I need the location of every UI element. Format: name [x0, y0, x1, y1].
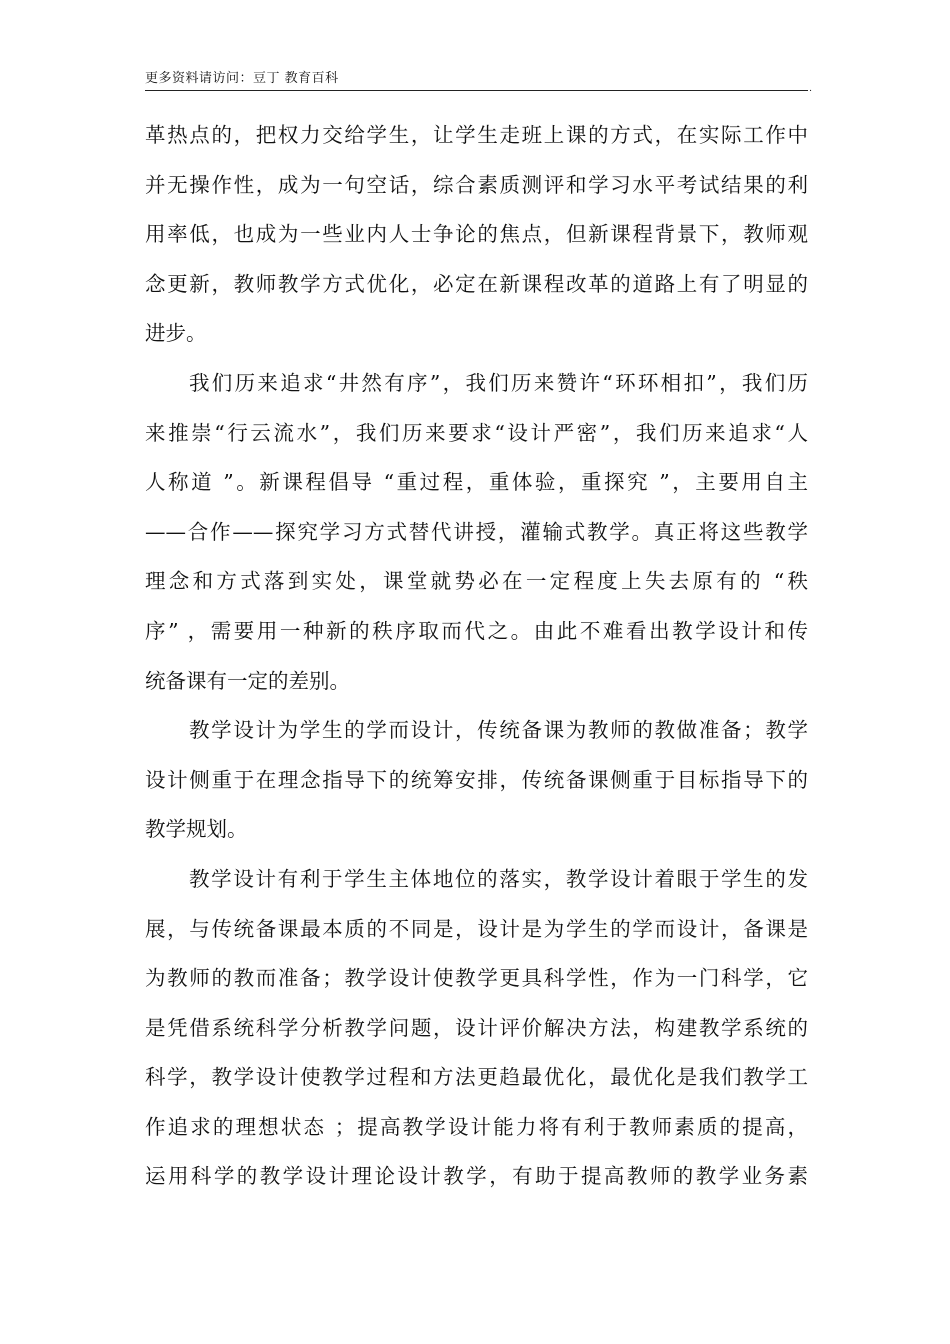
text-line: 念更新，教师教学方式优化，必定在新课程改革的道路上有了明显的	[145, 271, 808, 296]
text-line: 革热点的，把权力交给学生，让学生走班上课的方式，在实际工作中	[145, 123, 808, 147]
text-line: 我们历来追求“井然有序”，我们历来赞许“环环相扣”，我们历	[189, 370, 808, 395]
text-line: 进步。	[145, 321, 207, 346]
text-line: 并无操作性，成为一句空话，综合素质测评和学习水平考试结果的利	[145, 172, 808, 197]
text-line: 科学，教学设计使教学过程和方法更趋最优化，最优化是我们教学工	[145, 1065, 808, 1090]
text-line: 运用科学的教学设计理论设计教学，有助于提高教师的教学业务素	[145, 1164, 808, 1189]
page-header	[145, 70, 812, 94]
text-line: 设计侧重于在理念指导下的统筹安排，传统备课侧重于目标指导下的	[145, 767, 808, 792]
text-line: ——合作——探究学习方式替代讲授，灌输式教学。真正将这些教学	[145, 519, 808, 544]
text-line: 用率低，也成为一些业内人士争论的焦点，但新课程背景下，教师观	[145, 222, 808, 247]
text-line: 展，与传统备课最本质的不同是，设计是为学生的学而设计，备课是	[145, 916, 808, 941]
text-line: 人称道 ”。新课程倡导 “重过程，重体验，重探究 ”，主要用自主	[145, 470, 808, 495]
text-line: 是凭借系统科学分析教学问题，设计评价解决方法，构建教学系统的	[145, 1015, 808, 1040]
header-text: 更多资料请访问：豆丁 教育百科	[145, 71, 339, 86]
paragraph-2	[145, 364, 808, 711]
paragraph-4	[145, 860, 808, 1207]
paragraph-1	[145, 116, 808, 364]
text-line: 为教师的教而准备；教学设计使教学更具科学性，作为一门科学，它	[145, 966, 808, 991]
text-line: 统备课有一定的差别。	[145, 668, 350, 693]
document-body	[145, 116, 808, 1207]
text-line: 教学设计有利于学生主体地位的落实，教学设计着眼于学生的发	[189, 866, 808, 891]
text-line: 理念和方式落到实处，课堂就势必在一定程度上失去原有的 “秩	[145, 569, 808, 594]
text-line: 教学规划。	[145, 817, 248, 842]
text-line: 序” ，需要用一种新的秩序取而代之。由此不难看出教学设计和传	[145, 618, 808, 643]
text-line: 作追求的理想状态 ；提高教学设计能力将有利于教师素质的提高，	[145, 1114, 808, 1139]
text-line: 教学设计为学生的学而设计，传统备课为教师的教做准备；教学	[189, 718, 808, 743]
paragraph-3	[145, 711, 808, 860]
header-mark: .	[809, 84, 812, 94]
text-line: 来推崇“行云流水”，我们历来要求“设计严密”，我们历来追求“人	[145, 420, 808, 445]
